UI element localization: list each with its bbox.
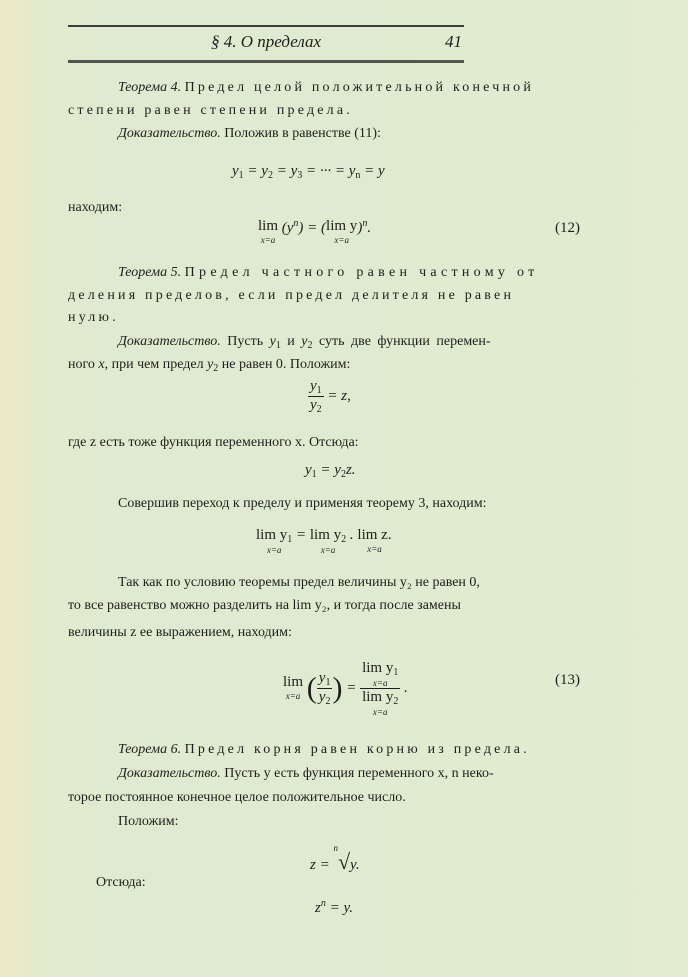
theorem-4-line-2: степени равен степени предела. — [68, 103, 353, 118]
proof-5-where-line: где z есть тоже функция переменного x. Отсюда: — [68, 435, 359, 450]
theorem-text: Предел корня равен корню из предела. — [184, 742, 530, 757]
proof-label: Доказательство. — [118, 126, 221, 141]
proof-5-condition-3: величины z ее выражением, находим: — [68, 625, 292, 640]
proof-5-passing-line: Совершив переход к пределу и применяя теорему 3, находим: — [118, 496, 487, 511]
text: не равен 0. Положим: — [221, 357, 351, 372]
formula-root: z = $^n$√y. — [310, 843, 360, 874]
equation-number-13: (13) — [555, 672, 580, 688]
theorem-5-line-1 — [118, 265, 558, 281]
proof-6-line-2: торое постоянное конечное целое положительное число. — [68, 790, 406, 805]
proof-label: Доказательство. — [118, 334, 221, 349]
page-number: 41 — [445, 32, 462, 51]
formula-13: lim x=a ( $\frac{y_1}{y_2}$ ) = $\lim y_1$ x=a $\lim y_2$ x=a . — [283, 660, 408, 717]
text: , при чем предел — [104, 357, 204, 372]
theorem-text: Предел целой положительной конечной — [184, 80, 535, 95]
proof-5-condition-1: Так как по условию теоремы предел величины y₂ не равен 0, — [118, 575, 480, 590]
formula-ratio: $\frac{y_1}{y_2}$ = z, — [310, 378, 351, 415]
theorem-text: Предел частного равен частному от — [184, 265, 539, 280]
formula-product: $y_1 = y_2z$. — [305, 462, 356, 480]
formula-power: $z^n = y$. — [315, 898, 354, 916]
proof-text: Положив в равенстве (11): — [224, 126, 381, 141]
theorem-label: Теорема 5. — [118, 265, 182, 280]
proof-5-line-2: ного x, при чем предел $y_2$ не равен 0. Положим: — [68, 357, 351, 374]
theorem-5-line-3: нулю. — [68, 310, 119, 325]
proof-label: Доказательство. — [118, 766, 221, 781]
theorem-4-line-1 — [118, 80, 558, 96]
proof-text: Пусть y есть функция переменного x, n неко- — [224, 766, 494, 781]
text: Пусть — [227, 334, 264, 349]
formula-12: lim x=a $(y^n) = (\lim$ y x=a )$^n$. — [258, 218, 372, 245]
finding-label: находим: — [68, 200, 123, 215]
theorem-6-line — [118, 742, 558, 758]
proof-6-put: Положим: — [118, 814, 179, 829]
proof-6-hence: Отсюда: — [96, 875, 146, 890]
running-header — [68, 32, 464, 54]
theorem-5-line-2: деления пределов, если предел делителя не равен — [68, 288, 515, 303]
header-bottom-rule — [68, 60, 464, 63]
proof-4-intro — [118, 126, 558, 142]
equation-number-12: (12) — [555, 220, 580, 236]
theorem-label: Теорема 4. — [118, 80, 182, 95]
text: ного — [68, 357, 95, 372]
header-top-rule — [68, 25, 464, 27]
proof-5-condition-2: то все равенство можно разделить на lim y₂, и тогда после замены — [68, 598, 461, 613]
section-title: § 4. О пределах — [211, 32, 321, 51]
proof-5-line-1: Доказательство. Пусть $y_1$ и $y_2$ суть две функции перемен- — [118, 334, 491, 351]
formula-limit-product: $\lim y_1$ x=a = $\lim y_2$ x=a . lim z. x=a — [256, 527, 392, 555]
formula-equal-ys: $y_1 = y_2 = y_3$ = ··· = $y_n = y$ — [232, 163, 385, 181]
proof-6-line-1 — [118, 766, 558, 782]
text: и — [287, 334, 295, 349]
theorem-label: Теорема 6. — [118, 742, 182, 757]
text: суть две функции перемен- — [319, 334, 491, 349]
